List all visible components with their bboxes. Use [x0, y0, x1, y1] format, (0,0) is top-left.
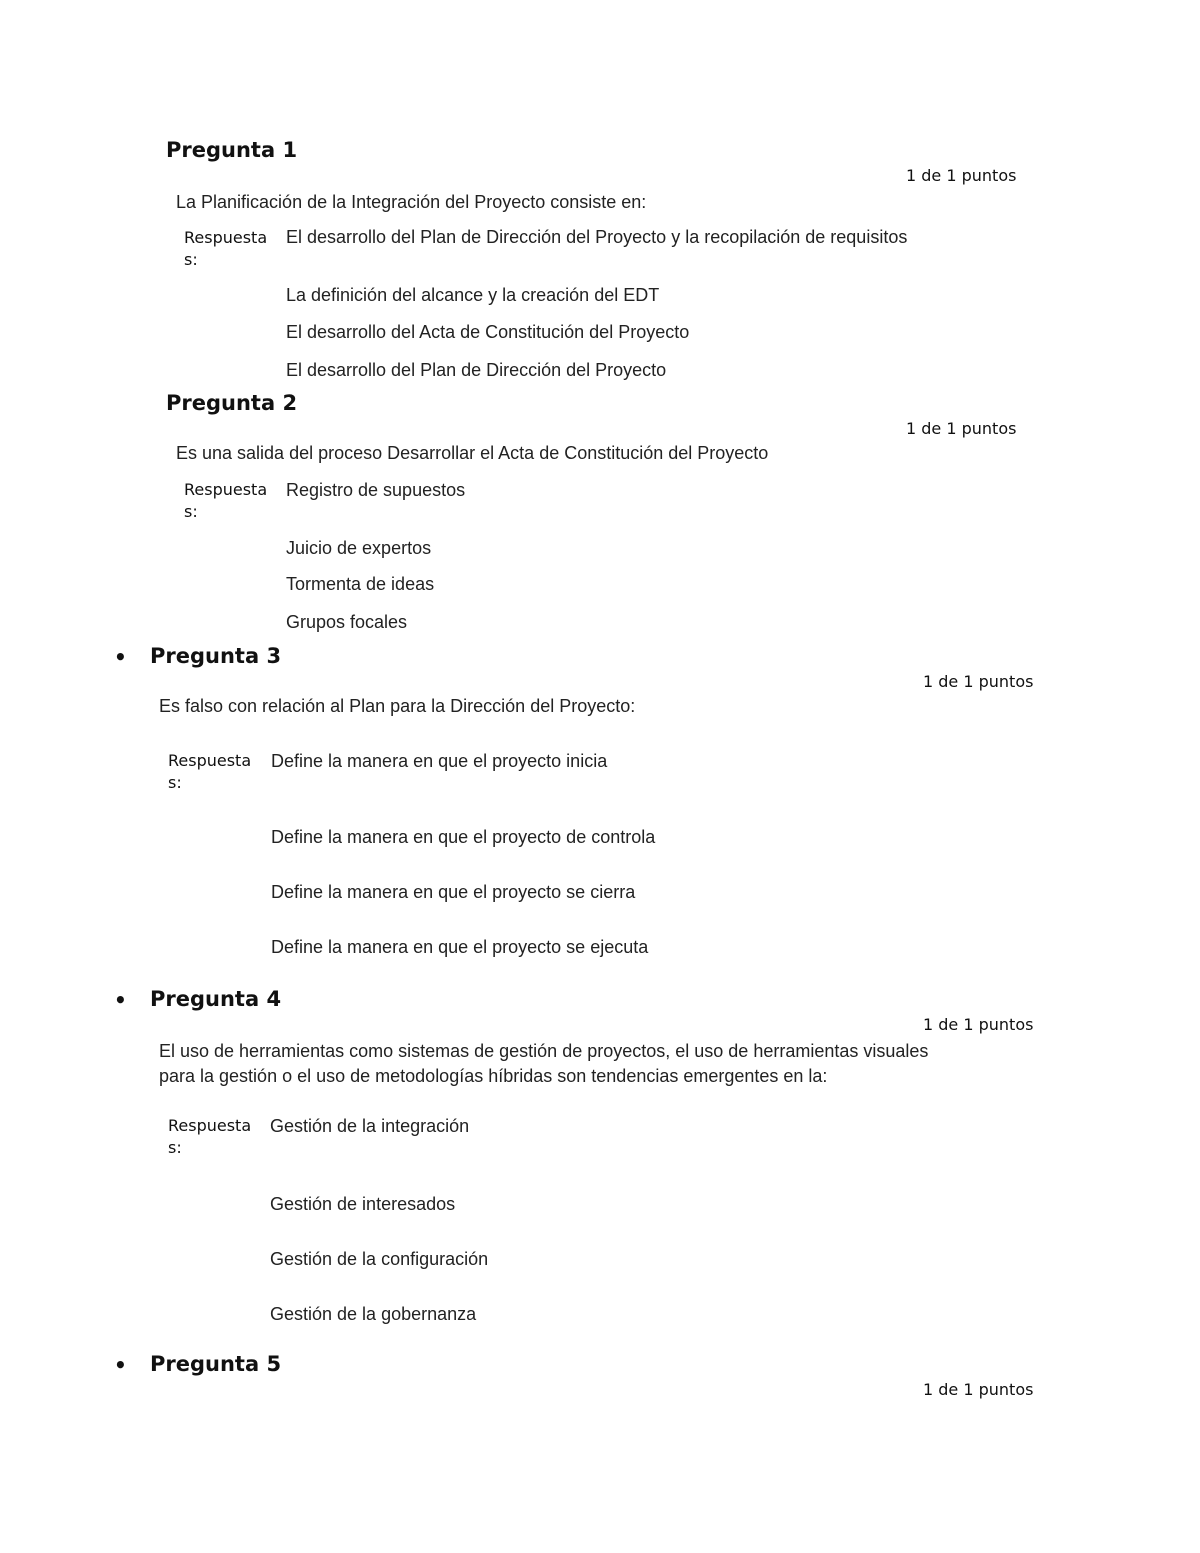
answer-option[interactable]: Gestión de la gobernanza	[270, 1304, 477, 1324]
answer-option[interactable]: Tormenta de ideas	[286, 574, 435, 594]
answer-option[interactable]: Juicio de expertos	[286, 538, 432, 558]
list-bullet: •	[114, 645, 127, 669]
question-score: 1 de 1 puntos	[906, 166, 1017, 185]
answer-option[interactable]: Gestión de la integración	[270, 1116, 470, 1136]
question-prompt: El uso de herramientas como sistemas de gestión de proyectos, el uso de herramientas visuales para la gestión o el uso de metodologías híbridas son tendencias emergentes en la:	[159, 1041, 929, 1086]
answer-option[interactable]: Define la manera en que el proyecto inicia	[271, 751, 608, 771]
answer-option[interactable]: Gestión de interesados	[270, 1194, 456, 1214]
question-score: 1 de 1 puntos	[906, 419, 1017, 438]
answers-label: Respuestas:	[184, 228, 268, 269]
answer-option[interactable]: Registro de supuestos	[286, 480, 466, 500]
question-title: Pregunta 5	[150, 1352, 282, 1376]
question-prompt: Es falso con relación al Plan para la Dirección del Proyecto:	[159, 696, 636, 716]
question-title: Pregunta 4	[150, 987, 282, 1011]
answer-option[interactable]: Define la manera en que el proyecto se cierra	[271, 882, 636, 902]
question-score: 1 de 1 puntos	[923, 672, 1034, 691]
answer-option[interactable]: El desarrollo del Acta de Constitución del Proyecto	[286, 322, 690, 342]
question-score: 1 de 1 puntos	[923, 1380, 1034, 1399]
answers-label: Respuestas:	[168, 751, 252, 792]
question-score: 1 de 1 puntos	[923, 1015, 1034, 1034]
answers-label: Respuestas:	[168, 1116, 252, 1157]
list-bullet: •	[114, 1353, 127, 1377]
answers-label: Respuestas:	[184, 480, 268, 521]
answer-option[interactable]: Gestión de la configuración	[270, 1249, 489, 1269]
list-bullet: •	[114, 988, 127, 1012]
question-title: Pregunta 2	[166, 391, 298, 415]
answer-option[interactable]: Grupos focales	[286, 612, 408, 632]
question-prompt: La Planificación de la Integración del Proyecto consiste en:	[176, 192, 647, 212]
question-prompt: Es una salida del proceso Desarrollar el Acta de Constitución del Proyecto	[176, 443, 769, 463]
question-title: Pregunta 1	[166, 138, 298, 162]
question-title: Pregunta 3	[150, 644, 282, 668]
answer-option[interactable]: El desarrollo del Plan de Dirección del Proyecto y la recopilación de requisitos	[286, 227, 908, 247]
answer-option[interactable]: Define la manera en que el proyecto de controla	[271, 827, 656, 847]
answer-option[interactable]: La definición del alcance y la creación del EDT	[286, 285, 660, 305]
answer-option[interactable]: Define la manera en que el proyecto se ejecuta	[271, 937, 649, 957]
answer-option[interactable]: El desarrollo del Plan de Dirección del Proyecto	[286, 360, 667, 380]
